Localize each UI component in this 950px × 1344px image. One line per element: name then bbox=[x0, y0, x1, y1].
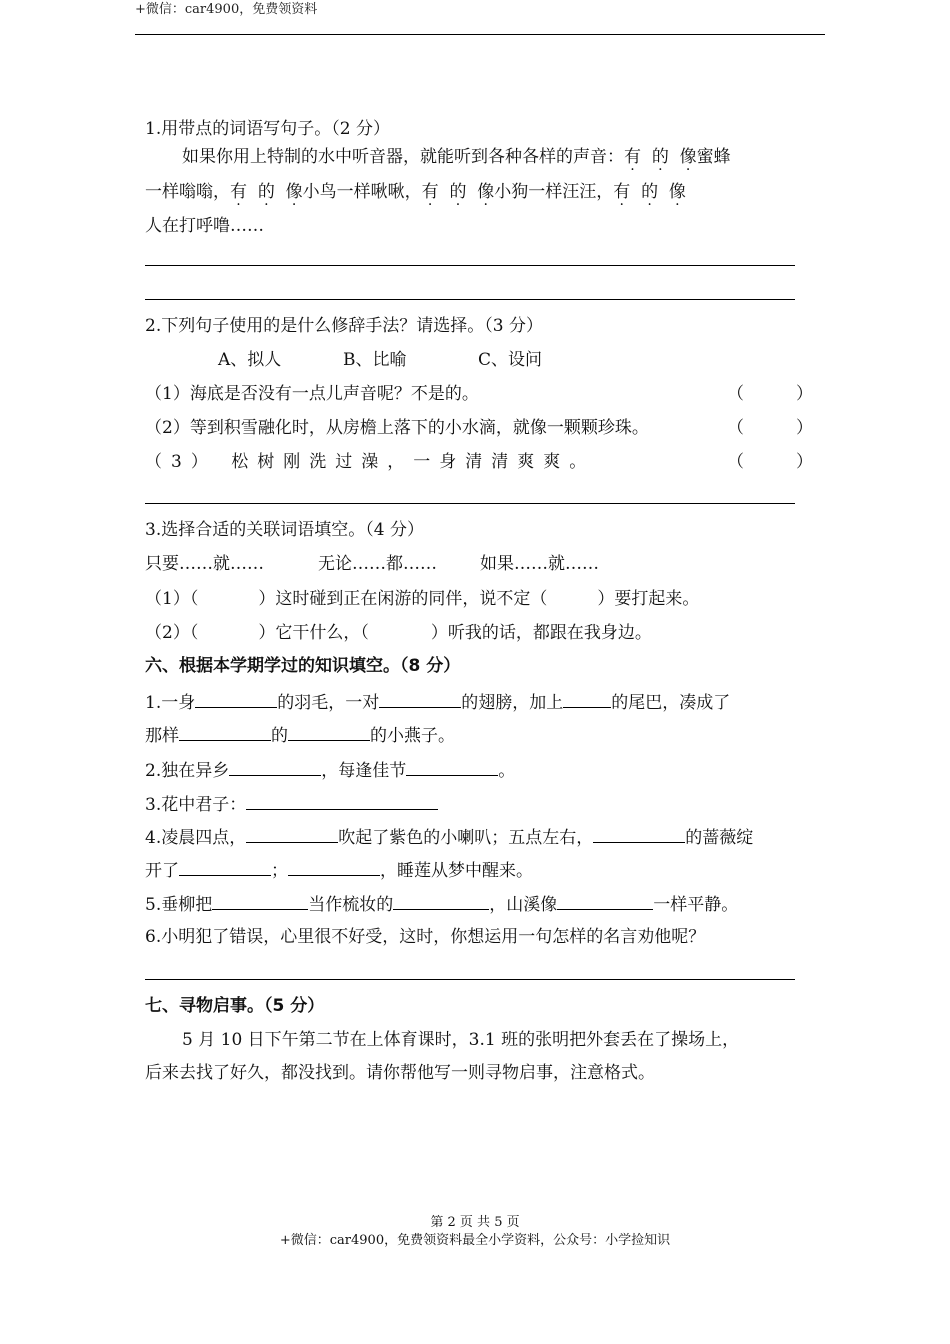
answer-line bbox=[145, 979, 795, 980]
q3-text: ）这时碰到正在闲游的同伴，说不定（ bbox=[258, 589, 548, 609]
s6-line-3 bbox=[145, 757, 515, 783]
fill-blank[interactable] bbox=[212, 891, 308, 910]
s6-text: 那样 bbox=[145, 726, 179, 746]
fill-blank[interactable] bbox=[288, 722, 370, 741]
s7-paragraph-2: 后来去找了好久，都没找到。请你帮他写一则寻物启事，注意格式。 bbox=[145, 1063, 655, 1083]
q1-line2 bbox=[145, 180, 686, 204]
page-header: +微信：car4900，免费领资料 bbox=[135, 2, 318, 17]
q2-option-c: C、设问 bbox=[478, 350, 543, 370]
dotted-word: 有 bbox=[230, 182, 247, 202]
dotted-word: 的 bbox=[449, 182, 467, 202]
fill-blank[interactable] bbox=[179, 857, 271, 876]
s6-line-2 bbox=[145, 722, 455, 748]
s6-text: 一样平静。 bbox=[653, 895, 739, 915]
fill-blank[interactable] bbox=[229, 757, 321, 776]
q2-option-a: A、拟人 bbox=[218, 350, 282, 370]
dotted-word: 的 bbox=[651, 147, 669, 167]
q1-text: 如果你用上特制的水中听音器，就能听到各种各样的声音： bbox=[182, 147, 624, 167]
q2-option-b: B、比喻 bbox=[343, 350, 407, 370]
s6-text: 。 bbox=[498, 761, 516, 781]
s6-text: ，睡莲从梦中醒来。 bbox=[380, 861, 533, 881]
q3-text: ）它干什么，（ bbox=[258, 623, 369, 643]
dotted-word: 有 bbox=[613, 182, 631, 202]
fill-blank[interactable] bbox=[246, 791, 438, 810]
dotted-word: 像 bbox=[679, 147, 697, 167]
s6-text: 的羽毛，一对 bbox=[277, 693, 380, 713]
q3-title: 3.选择合适的关联词语填空。（4 分） bbox=[145, 520, 424, 540]
fill-blank[interactable] bbox=[563, 689, 611, 708]
answer-paren-close: ） bbox=[796, 384, 813, 404]
s6-text: ； bbox=[271, 861, 288, 881]
dotted-word: 像 bbox=[477, 182, 495, 202]
page-number: 第 2 页 共 5 页 bbox=[430, 1215, 520, 1230]
q3-text: ）要打起来。 bbox=[597, 589, 700, 609]
fill-blank[interactable] bbox=[593, 824, 685, 843]
fill-blank[interactable] bbox=[557, 891, 653, 910]
s6-text: 当作梳妆的 bbox=[308, 895, 394, 915]
fill-blank[interactable] bbox=[246, 824, 338, 843]
s6-text: ，山溪像 bbox=[489, 895, 558, 915]
s6-text: 的小燕子。 bbox=[370, 726, 455, 746]
s6-line-8: 6.小明犯了错误，心里很不好受，这时，你想运用一句怎样的名言劝他呢？ bbox=[145, 927, 706, 947]
q1-line1 bbox=[182, 145, 731, 169]
q2-title: 2.下列句子使用的是什么修辞手法？请选择。（3 分） bbox=[145, 316, 543, 336]
q3-item-1 bbox=[145, 587, 699, 611]
dotted-word: 有 bbox=[624, 147, 641, 167]
answer-line bbox=[145, 299, 795, 300]
s6-text: 的蔷薇绽 bbox=[685, 828, 754, 848]
answer-paren-close: ） bbox=[796, 418, 813, 438]
dotted-word: 有 bbox=[421, 182, 439, 202]
footer-note: +微信：car4900，免费领资料最全小学资料，公众号：小学捡知识 bbox=[279, 1233, 671, 1248]
q1-text: 蜜蜂 bbox=[696, 147, 731, 167]
fill-blank[interactable] bbox=[379, 689, 461, 708]
section-7-title: 七、寻物启事。（5 分） bbox=[145, 996, 325, 1016]
q3-word-2: 无论……都…… bbox=[318, 554, 437, 574]
dotted-word: 像 bbox=[668, 182, 686, 202]
fill-blank[interactable] bbox=[195, 689, 277, 708]
fill-blank[interactable] bbox=[406, 757, 498, 776]
s6-text: 开了 bbox=[145, 861, 179, 881]
s6-line-7 bbox=[145, 891, 738, 917]
header-rule bbox=[135, 34, 825, 35]
q3-word-3: 如果……就…… bbox=[480, 554, 599, 574]
s6-text: 4.凌晨四点， bbox=[145, 828, 247, 848]
q3-word-1: 只要……就…… bbox=[145, 554, 264, 574]
answer-paren-open: （ bbox=[727, 384, 744, 404]
q3-text: ）听我的话，都跟在我身边。 bbox=[430, 623, 652, 643]
q1-title: 1.用带点的词语写句子。（2 分） bbox=[145, 119, 390, 139]
q3-item-2 bbox=[145, 621, 652, 645]
s6-text: 的尾巴，凑成了 bbox=[611, 693, 731, 713]
dotted-word: 的 bbox=[257, 182, 275, 202]
s6-text: 吹起了紫色的小喇叭；五点左右， bbox=[338, 828, 594, 848]
s6-text: 的翅膀，加上 bbox=[461, 693, 564, 713]
s6-text: 的 bbox=[271, 726, 288, 746]
answer-line bbox=[145, 265, 795, 266]
s6-text: 1.一身 bbox=[145, 693, 196, 713]
s6-text: 3.花中君子： bbox=[145, 795, 247, 815]
q2-item-3: （3） 松树刚洗过澡，一身清清爽爽。 bbox=[145, 452, 596, 472]
section-rule bbox=[145, 503, 795, 504]
s6-line-5 bbox=[145, 824, 753, 850]
fill-blank[interactable] bbox=[179, 722, 271, 741]
q3-text: （2）（ bbox=[145, 623, 199, 643]
q1-text: 一样嗡嗡， bbox=[145, 182, 230, 202]
q3-text: （1）（ bbox=[145, 589, 199, 609]
answer-paren-close: ） bbox=[796, 452, 813, 472]
q1-text: 小狗一样汪汪， bbox=[494, 182, 614, 202]
answer-paren-open: （ bbox=[727, 418, 744, 438]
dotted-word: 的 bbox=[641, 182, 659, 202]
dotted-word: 像 bbox=[285, 182, 303, 202]
s6-text: 2.独在异乡 bbox=[145, 761, 230, 781]
s6-line-4 bbox=[145, 791, 438, 817]
q1-text: 小鸟一样啾啾， bbox=[302, 182, 422, 202]
answer-paren-open: （ bbox=[727, 452, 744, 472]
fill-blank[interactable] bbox=[393, 891, 489, 910]
s6-line-1 bbox=[145, 689, 730, 715]
s6-text: ，每逢佳节 bbox=[321, 761, 407, 781]
q1-line3: 人在打呼噜…… bbox=[145, 216, 264, 236]
q2-item-2: （2）等到积雪融化时，从房檐上落下的小水滴，就像一颗颗珍珠。 bbox=[145, 418, 649, 438]
fill-blank[interactable] bbox=[288, 857, 380, 876]
s6-line-6 bbox=[145, 857, 533, 883]
section-6-title: 六、根据本学期学过的知识填空。（8 分） bbox=[145, 656, 461, 676]
s6-text: 5.垂柳把 bbox=[145, 895, 213, 915]
s7-paragraph-1: 5 月 10 日下午第二节在上体育课时，3.1 班的张明把外套丢在了操场上， bbox=[182, 1030, 740, 1050]
q2-item-1: （1）海底是否没有一点儿声音呢？不是的。 bbox=[145, 384, 479, 404]
